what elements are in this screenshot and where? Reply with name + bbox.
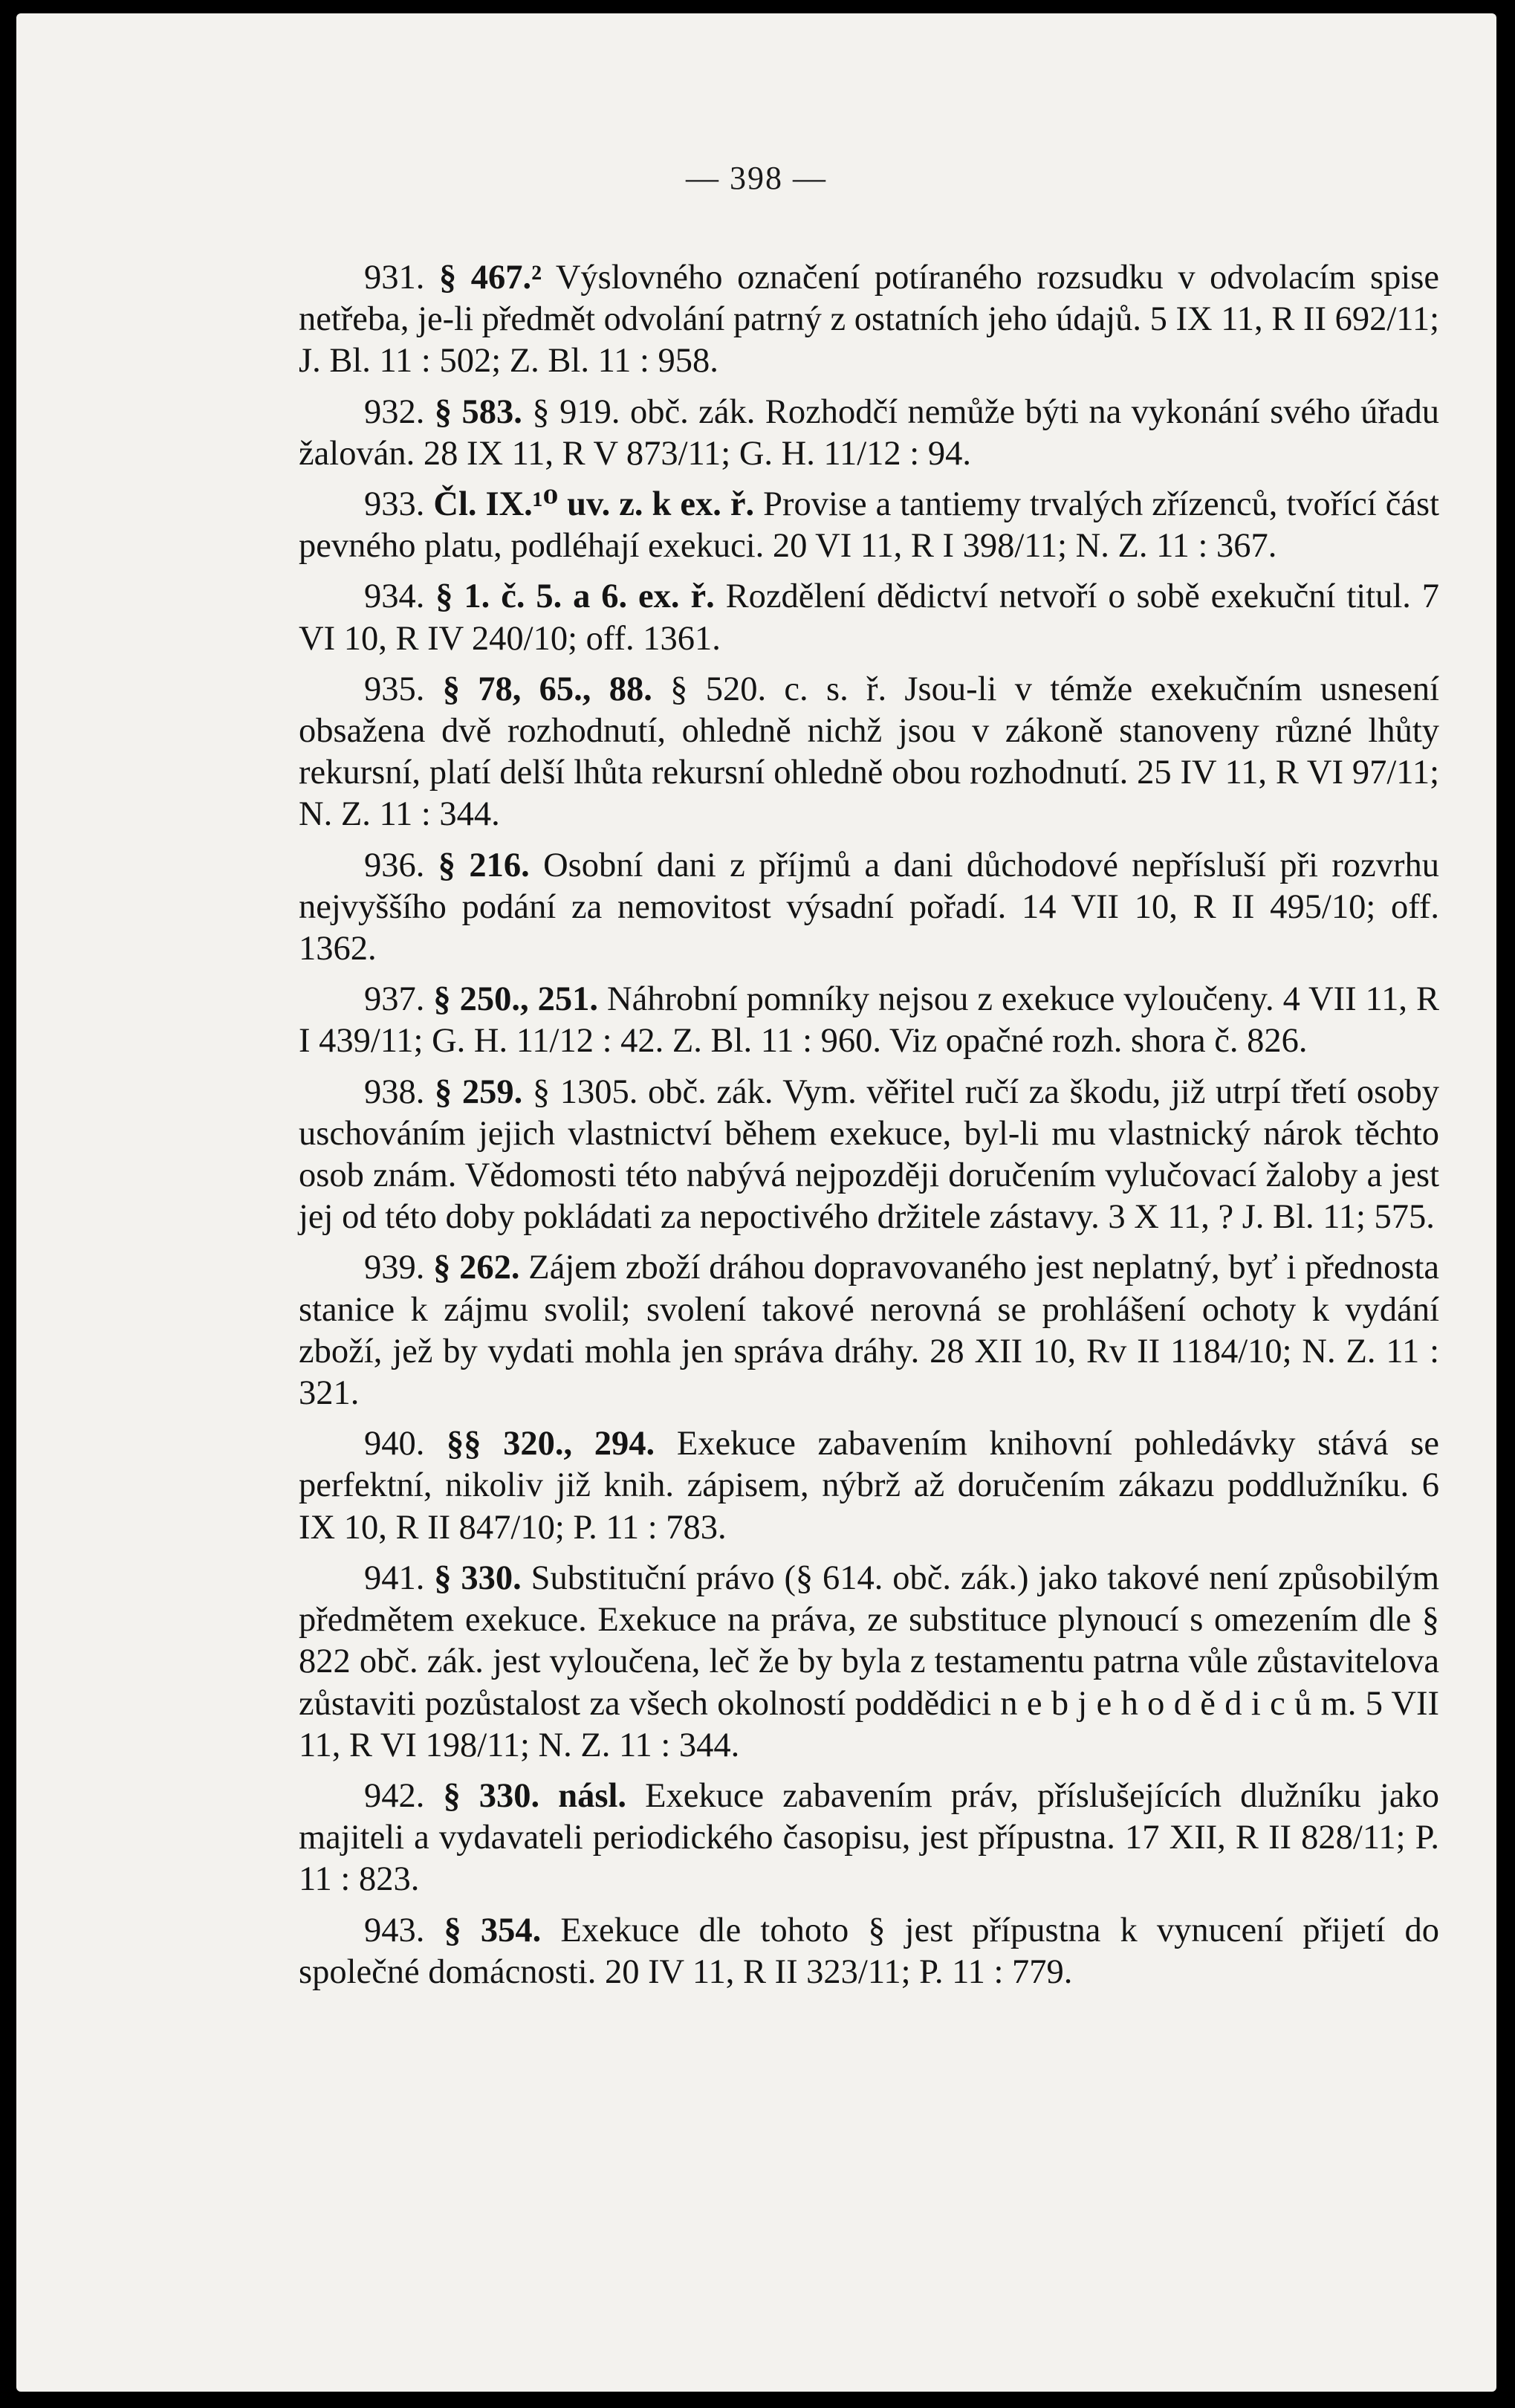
entry-933 — [299, 484, 1439, 567]
entry-text: Exekuce dle tohoto § jest přípustna k vynucení přijetí do společné domácnosti. 20 IV 11, R II 323/11; P. 11 : 779. — [299, 1911, 1440, 1991]
entry-937 — [299, 979, 1439, 1062]
entry-number: 942. — [364, 1776, 425, 1815]
entry-text: Náhrobní pomníky nejsou z exekuce vyloučeny. 4 VII 11, R I 439/11; G. H. 11/12 : 42. Z. Bl. 11 : 960. Viz opačné rozh. shora č. 826. — [299, 980, 1439, 1061]
entry-934 — [299, 576, 1439, 659]
entry-reference: § 1. č. 5. a 6. ex. ř. — [435, 577, 715, 616]
entry-number: 933. — [364, 485, 425, 524]
entry-text: Exekuce zabavením knihovní pohledávky stává se perfektní, nikoliv již knih. zápisem, nýbrž až doručením zákazu poddlužníku. 6 IX 10, R II 847/10; P. 11 : 783. — [299, 1425, 1440, 1547]
entry-943 — [299, 1910, 1439, 1993]
entry-number: 941. — [364, 1559, 425, 1597]
entry-940 — [299, 1423, 1439, 1549]
entry-932 — [299, 392, 1439, 475]
entry-number: 938. — [364, 1072, 425, 1111]
entry-text: Exekuce zabavením práv, příslušejících dlužníku jako majiteli a vydavateli periodického časopisu, jest přípustna. 17 XII, R II 828/11; P. 11 : 823. — [299, 1776, 1439, 1899]
entry-reference: § 467.² — [438, 259, 542, 297]
book-page — [16, 13, 1496, 2392]
entry-939 — [299, 1247, 1439, 1414]
entry-text: § 1305. obč. zák. Vym. věřitel ručí za škodu, již utrpí třetí osoby uschováním jejich vlastnictví během exekuce, byl-li mu vlastnický nárok těchto osob znám. Vědomosti této nabývá nejpozději doručením vylučovací žaloby a jest jej od této doby pokládati za nepoctivého držitele zástavy. 3 X 11, ? J. Bl. 11; 575. — [299, 1072, 1440, 1237]
entry-935 — [299, 669, 1439, 836]
entry-936 — [299, 845, 1439, 971]
entry-reference: § 354. — [444, 1911, 542, 1949]
entry-reference: § 262. — [433, 1249, 520, 1287]
entry-reference: § 259. — [435, 1072, 523, 1111]
entry-number: 932. — [364, 392, 425, 431]
entry-number: 939. — [364, 1249, 425, 1287]
entry-text: Substituční právo (§ 614. obč. zák.) jako takové není způsobilým předmětem exekuce. Exekuce na práva, ze substituce plynoucí s omezením dle § 822 obč. zák. jest vyloučena, leč že by byla z testamentu patrna vůle zůstavitelova zůstaviti pozůstalost za všech okolností poddědici n e b j e h o d ě d i c ů m. 5 VII 11, R VI 198/11; N. Z. 11 : 344. — [299, 1559, 1440, 1764]
entry-941 — [299, 1558, 1439, 1767]
entry-942 — [299, 1776, 1439, 1901]
entry-text: Rozdělení dědictví netvoří o sobě exekuční titul. 7 VI 10, R IV 240/10; off. 1361. — [299, 577, 1440, 658]
entry-text: § 520. c. s. ř. Jsou-li v témže exekučním usnesení obsažena dvě rozhodnutí, ohledně nichž jsou v zákoně stanoveny různé lhůty rekursní, platí delší lhůta rekursní ohledně obou rozhodnutí. 25 IV 11, R VI 97/11; N. Z. 11 : 344. — [299, 670, 1440, 834]
entry-reference: Čl. IX.¹⁰ uv. z. k ex. ř. — [433, 485, 755, 524]
entry-reference: §§ 320., 294. — [447, 1425, 655, 1463]
entry-reference: § 216. — [438, 846, 530, 884]
entry-938 — [299, 1072, 1439, 1239]
entry-reference: § 78, 65., 88. — [442, 670, 652, 708]
entry-number: 934. — [364, 577, 425, 616]
entry-931 — [299, 257, 1439, 383]
entry-reference: § 330. násl. — [443, 1776, 627, 1815]
entry-number: 935. — [364, 670, 425, 708]
entry-number: 936. — [364, 846, 425, 884]
page-number: — 398 — — [686, 160, 827, 196]
page-body — [299, 257, 1439, 2002]
entry-text: Výslovného označení potíraného rozsudku v odvolacím spise netřeba, je-li předmět odvolání patrný z ostatních jeho údajů. 5 IX 11, R II 692/11; J. Bl. 11 : 502; Z. Bl. 11 : 958. — [299, 259, 1439, 381]
entry-number: 937. — [364, 980, 425, 1019]
entry-number: 943. — [364, 1911, 425, 1949]
entry-reference: § 330. — [434, 1559, 522, 1597]
entry-text: Zájem zboží dráhou dopravovaného jest neplatný, byť i přednosta stanice k zájmu svolil; svolení takové nerovná se prohlášení ochoty k vydání zboží, jež by vydati mohla jen správa dráhy. 28 XII 10, Rv II 1184/10; N. Z. 11 : 321. — [299, 1249, 1440, 1413]
entry-number: 940. — [364, 1425, 425, 1463]
entry-reference: § 250., 251. — [433, 980, 598, 1019]
entry-text: Osobní dani z příjmů a dani důchodové nepřísluší při rozvrhu nejvyššího podání za nemovitost výsadní pořadí. 14 VII 10, R II 495/10; off. 1362. — [299, 846, 1440, 968]
entry-reference: § 583. — [434, 392, 522, 431]
entry-text: § 919. obč. zák. Rozhodčí nemůže býti na vykonání svého úřadu žalován. 28 IX 11, R V 873/11; G. H. 11/12 : 94. — [299, 392, 1440, 473]
entry-text: Provise a tantiemy trvalých zřízenců, tvořící část pevného platu, podléhají exekuci. 20 VI 11, R I 398/11; N. Z. 11 : 367. — [299, 485, 1440, 566]
entry-number: 931. — [364, 259, 425, 297]
